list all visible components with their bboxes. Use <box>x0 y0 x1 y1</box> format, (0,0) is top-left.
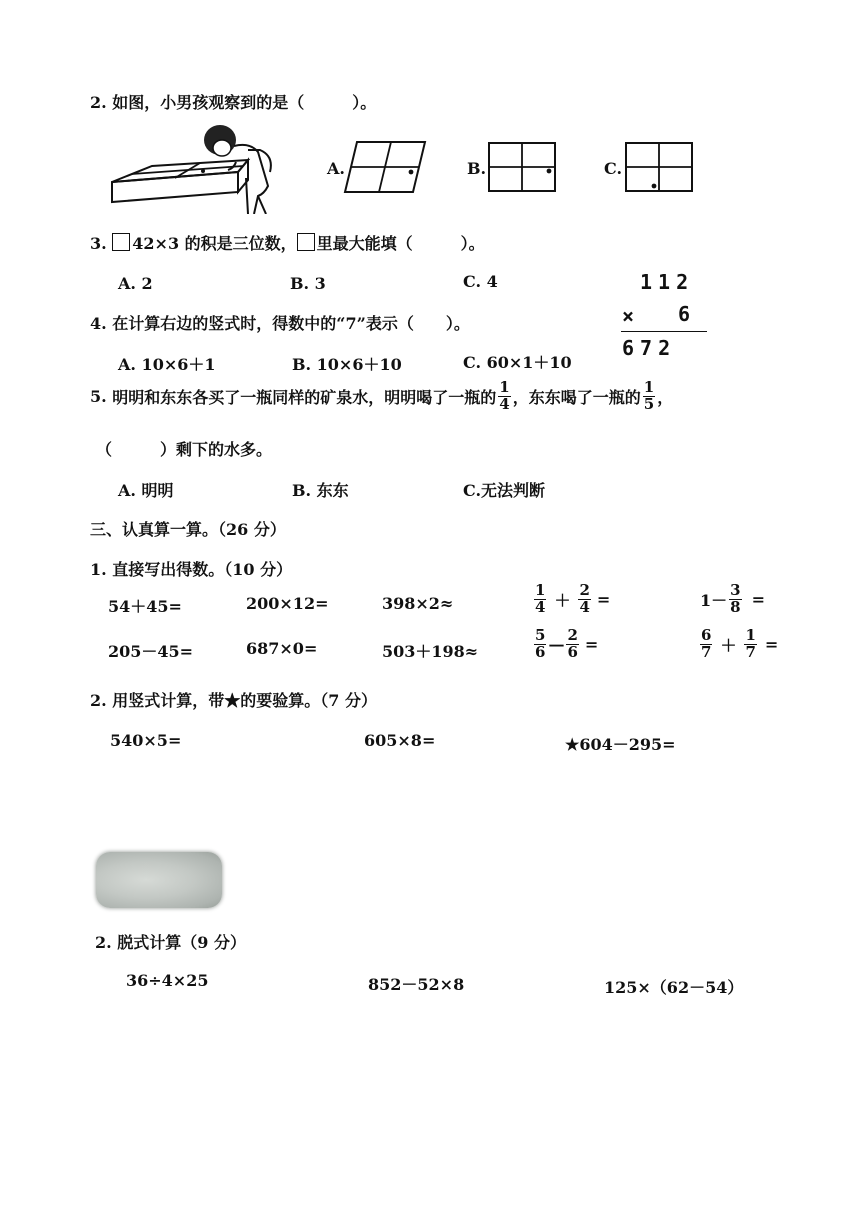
s3-title: 2. 脱式计算（9 分） <box>95 933 246 952</box>
vertical-operator: × <box>622 304 635 328</box>
s1-item-1: 54＋45= <box>108 597 182 616</box>
s2-item-3: ★604－295= <box>565 735 676 754</box>
s1-item-3: 398×2≈ <box>382 594 454 613</box>
q5-number: 5. <box>90 386 107 406</box>
q5-fraction-2: $\frac{1}{5}$ <box>643 377 655 413</box>
q3-blank-box <box>112 233 130 251</box>
s2-title: 2. 用竖式计算，带★的要验算。（7 分） <box>90 691 377 710</box>
s3-item-3: 125×（62－54） <box>604 978 744 997</box>
q3-blank-box-2 <box>297 233 315 251</box>
s1-fraction-expr-2: 1－ $\frac{3}{8}$ = <box>700 581 765 616</box>
q4-option-b: B. 10×6＋10 <box>292 355 402 374</box>
q5-option-c: C.无法判断 <box>463 481 546 500</box>
q2-option-c-label: C. <box>604 159 623 178</box>
q3-text-b: 里最大能填（ ）。 <box>316 234 485 253</box>
vertical-multiplier: 6 <box>678 302 697 326</box>
s1-title: 1. 直接写出得数。（10 分） <box>90 560 293 579</box>
s1-item-5: 687×0= <box>246 639 318 658</box>
s2-item-2: 605×8= <box>364 731 436 750</box>
q4-number: 4. <box>90 314 107 333</box>
vertical-top-number: 112 <box>640 270 695 294</box>
q4-text: 在计算右边的竖式时，得数中的“7”表示（ ）。 <box>112 314 470 333</box>
q2-option-a-figure <box>343 140 427 194</box>
s1-item-6: 503＋198≈ <box>382 642 479 661</box>
s1-fraction-expr-1: $\frac{1}{4}$ ＋ $\frac{2}{4}$ = <box>535 581 611 616</box>
q4-line <box>90 311 470 334</box>
boy-observing-box-illustration <box>108 116 288 214</box>
q2-line <box>90 90 376 113</box>
s2-item-1: 540×5= <box>110 731 182 750</box>
q2-option-c-figure <box>624 141 694 193</box>
q3-text-a: 42×3 的积是三位数， <box>132 234 297 253</box>
q3-option-b: B. 3 <box>290 274 326 293</box>
q2-option-a-label: A. <box>327 159 345 178</box>
q3-line <box>90 231 485 254</box>
s3-item-1: 36÷4×25 <box>126 971 209 990</box>
q5-text-b: ，东东喝了一瓶的 <box>512 387 641 407</box>
q2-option-b-figure <box>487 141 557 193</box>
q2-number: 2. <box>90 93 107 112</box>
q4-option-a: A. 10×6＋1 <box>118 355 216 374</box>
s1-item-4: 205－45= <box>108 642 194 661</box>
s1-fraction-expr-3: $\frac{5}{6}$ — $\frac{2}{6}$ = <box>535 626 599 661</box>
vertical-divider-line <box>621 331 707 332</box>
q2-option-b-label: B. <box>467 159 487 178</box>
q5-option-b: B. 东东 <box>292 481 349 500</box>
q3-number: 3. <box>90 234 107 253</box>
s3-item-2: 852－52×8 <box>368 975 465 994</box>
s1-item-2: 200×12= <box>246 594 329 613</box>
erased-smudge-mark <box>96 852 222 908</box>
q2-text: 如图，小男孩观察到的是（ ）。 <box>112 93 377 112</box>
q3-option-a: A. 2 <box>118 274 153 293</box>
q5-line <box>90 376 673 416</box>
q4-option-c: C. 60×1＋10 <box>463 353 572 372</box>
q5-text-c: ， <box>657 387 674 407</box>
q5-fraction-1: $\frac{1}{4}$ <box>499 377 510 413</box>
q5-text-a: 明明和东东各买了一瓶同样的矿泉水，明明喝了一瓶的 <box>112 387 497 407</box>
s1-fraction-expr-4: $\frac{6}{7}$ ＋ $\frac{1}{7}$ = <box>701 626 779 661</box>
q5-option-a: A. 明明 <box>118 481 174 500</box>
q5-line-2: （ ）剩下的水多。 <box>96 440 273 459</box>
vertical-result: 672 <box>622 336 677 360</box>
q3-option-c: C. 4 <box>463 272 498 291</box>
section-3-title: 三、认真算一算。（26 分） <box>90 520 286 539</box>
